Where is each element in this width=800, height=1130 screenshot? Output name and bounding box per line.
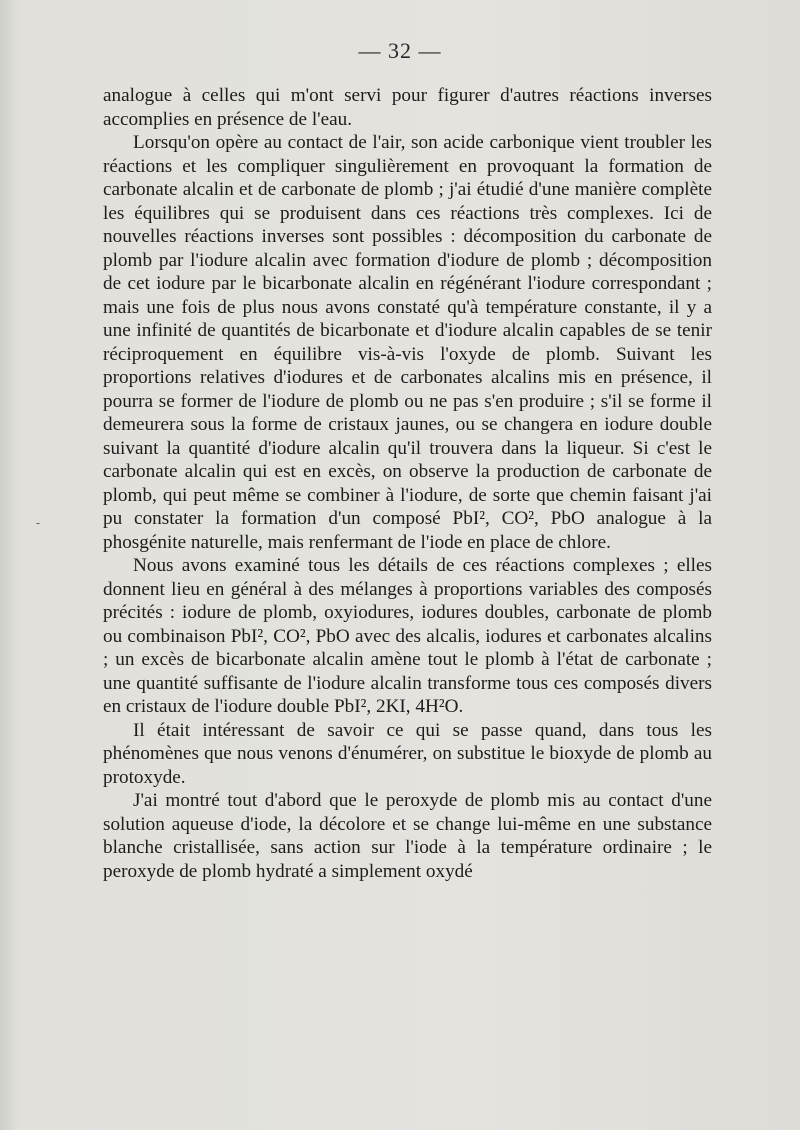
paragraph-peroxyde: J'ai montré tout d'abord que le peroxyde de plomb mis au contact d'une solution aqueuse d'iode, la décolore et se change lui-même en une substance blanche cristallisée, sans action sur l'iode à la température ordinaire ; le peroxyde de plomb hydraté a simplement oxydé (103, 790, 712, 882)
body-text (103, 84, 712, 883)
paragraph-complex-reactions: Nous avons examiné tous les détails de ces réactions complexes ; elles donnent lieu en général à des mélanges à proportions variables des composés précités : iodure de plomb, oxyiodures, iodures doubles, carbonate de plomb ou combinaison PbI², CO², PbO avec des alcalis, iodures et carbonates alcalins ; un excès de bicarbonate alcalin amène tout le plomb à l'état de carbonate ; une quantité suffisante de l'iodure alcalin transforme tous ces composés divers en cristaux de l'iodure double PbI², 2KI, 4H²O. (103, 555, 712, 717)
paragraph-continuation: analogue à celles qui m'ont servi pour figurer d'autres réactions inverses accomplies en présence de l'eau. (103, 85, 712, 130)
paragraph-bioxyde: Il était intéressant de savoir ce qui se passe quand, dans tous les phénomènes que nous venons d'énumérer, on substitue le bioxyde de plomb au protoxyde. (103, 719, 712, 788)
page-number: — 32 — (358, 38, 442, 63)
margin-mark: - (36, 516, 41, 530)
paragraph-air-contact: Lorsqu'on opère au contact de l'air, son acide carbonique vient troubler les réactions et les compliquer singulièrement en provoquant la formation de carbonate alcalin et de carbonate de plomb ; j'ai étudié d'une manière complète les équilibres qui se produisent dans ces réactions très complexes. Ici de nouvelles réactions inverses sont possibles : décomposition du carbonate de plomb par l'iodure alcalin avec formation d'iodure de plomb ; décomposition de cet iodure par le bicarbonate alcalin en régénérant l'iodure correspondant ; mais une fois de plus nous avons constaté qu'à température constante, il y a une infinité de quantités de bicarbonate et d'iodure alcalin capables de se tenir réciproquement en équilibre vis-à-vis l'oxyde de plomb. Suivant les proportions relatives d'iodures et de carbonates alcalins mis en présence, il pourra se former de l'iodure de plomb ou ne pas s'en produire ; s'il se forme il demeurera sous la forme de cristaux jaunes, ou se changera en iodure double suivant la quantité d'iodure alcalin qu'il trouvera dans la liqueur. Si c'est le carbonate alcalin qui est en excès, on observe la production de carbonate de plomb, qui peut même se combiner à l'iodure, de sorte que chemin faisant j'ai pu constater la formation d'un composé PbI², CO², PbO analogue à la phosgénite naturelle, mais renfermant de l'iode en place de chlore. (103, 132, 712, 553)
